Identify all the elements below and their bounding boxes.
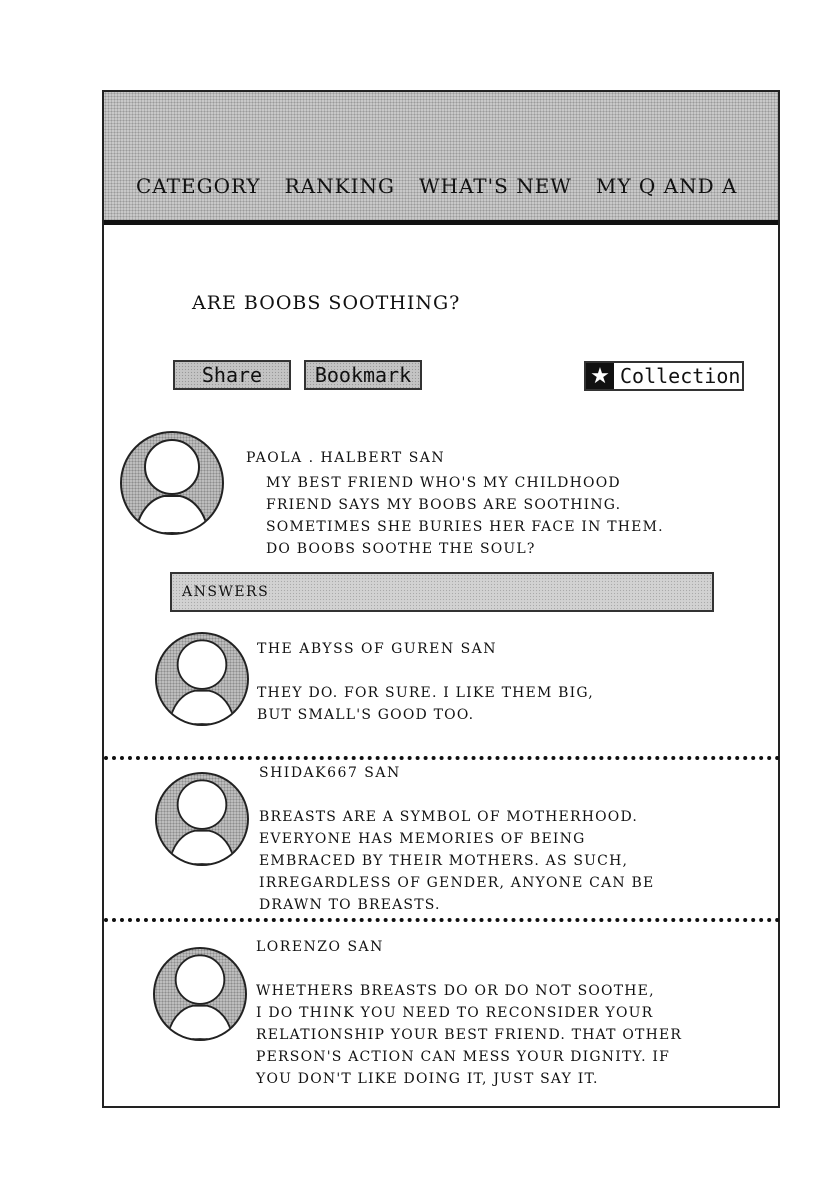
answer-line: BREASTS ARE A SYMBOL OF MOTHERHOOD. (259, 809, 639, 825)
answer-body (259, 806, 654, 916)
user-silhouette-icon (122, 433, 222, 533)
collection-button[interactable] (584, 361, 744, 391)
question-line: MY BEST FRIEND WHO'S MY CHILDHOOD (266, 475, 621, 491)
question-author-name[interactable]: PAOLA . HALBERT SAN (246, 450, 446, 466)
avatar[interactable] (153, 947, 247, 1041)
collection-label: Collection (620, 364, 741, 388)
question-body (266, 472, 664, 560)
answer-line: EMBRACED BY THEIR MOTHERS. AS SUCH, (259, 853, 629, 869)
answers-header: ANSWERS (170, 572, 714, 612)
answer-body (257, 682, 594, 726)
answer-line: BUT SMALL'S GOOD TOO. (257, 707, 475, 723)
question-line: SOMETIMES SHE BURIES HER FACE IN THEM. (266, 519, 664, 535)
answer-line: DRAWN TO BREASTS. (259, 897, 441, 913)
answer-author-name[interactable]: SHIDAK667 SAN (259, 765, 401, 781)
answer-line: EVERYONE HAS MEMORIES OF BEING (259, 831, 586, 847)
answer-line: YOU DON'T LIKE DOING IT, JUST SAY IT. (256, 1071, 599, 1087)
avatar[interactable] (120, 431, 224, 535)
dotted-divider (104, 918, 780, 922)
answer-line: PERSON'S ACTION CAN MESS YOUR DIGNITY. IF (256, 1049, 671, 1065)
answer-line: WHETHERS BREASTS DO OR DO NOT SOOTHE, (256, 983, 655, 999)
answer-line: IRREGARDLESS OF GENDER, ANYONE CAN BE (259, 875, 655, 891)
user-silhouette-icon (157, 634, 247, 724)
answer-line: THEY DO. FOR SURE. I LIKE THEM BIG, (257, 685, 594, 701)
nav-item-category[interactable]: CATEGORY (136, 174, 261, 198)
answer-author-name[interactable]: THE ABYSS OF GUREN SAN (257, 641, 498, 657)
user-silhouette-icon (157, 774, 247, 864)
share-button[interactable]: Share (173, 360, 291, 390)
top-navigation-bar (104, 92, 778, 225)
question-line: DO BOOBS SOOTHE THE SOUL? (266, 541, 536, 557)
nav-item-whats-new[interactable]: WHAT'S NEW (418, 174, 572, 198)
avatar[interactable] (155, 632, 249, 726)
question-title: ARE BOOBS SOOTHING? (192, 292, 461, 314)
answer-line: I DO THINK YOU NEED TO RECONSIDER YOUR (256, 1005, 654, 1021)
star-icon: ★ (586, 363, 614, 389)
question-line: FRIEND SAYS MY BOOBS ARE SOOTHING. (266, 497, 622, 513)
dotted-divider (104, 756, 780, 760)
nav-menu (136, 174, 737, 198)
answer-author-name[interactable]: LORENZO SAN (256, 939, 384, 955)
qa-page-window (102, 90, 780, 1108)
user-silhouette-icon (155, 949, 245, 1039)
answer-line: RELATIONSHIP YOUR BEST FRIEND. THAT OTHER (256, 1027, 683, 1043)
avatar[interactable] (155, 772, 249, 866)
answer-body (256, 980, 682, 1090)
nav-item-ranking[interactable]: RANKING (284, 174, 395, 198)
nav-item-my-q-and-a[interactable]: MY Q AND A (595, 174, 738, 198)
bookmark-button[interactable]: Bookmark (304, 360, 422, 390)
